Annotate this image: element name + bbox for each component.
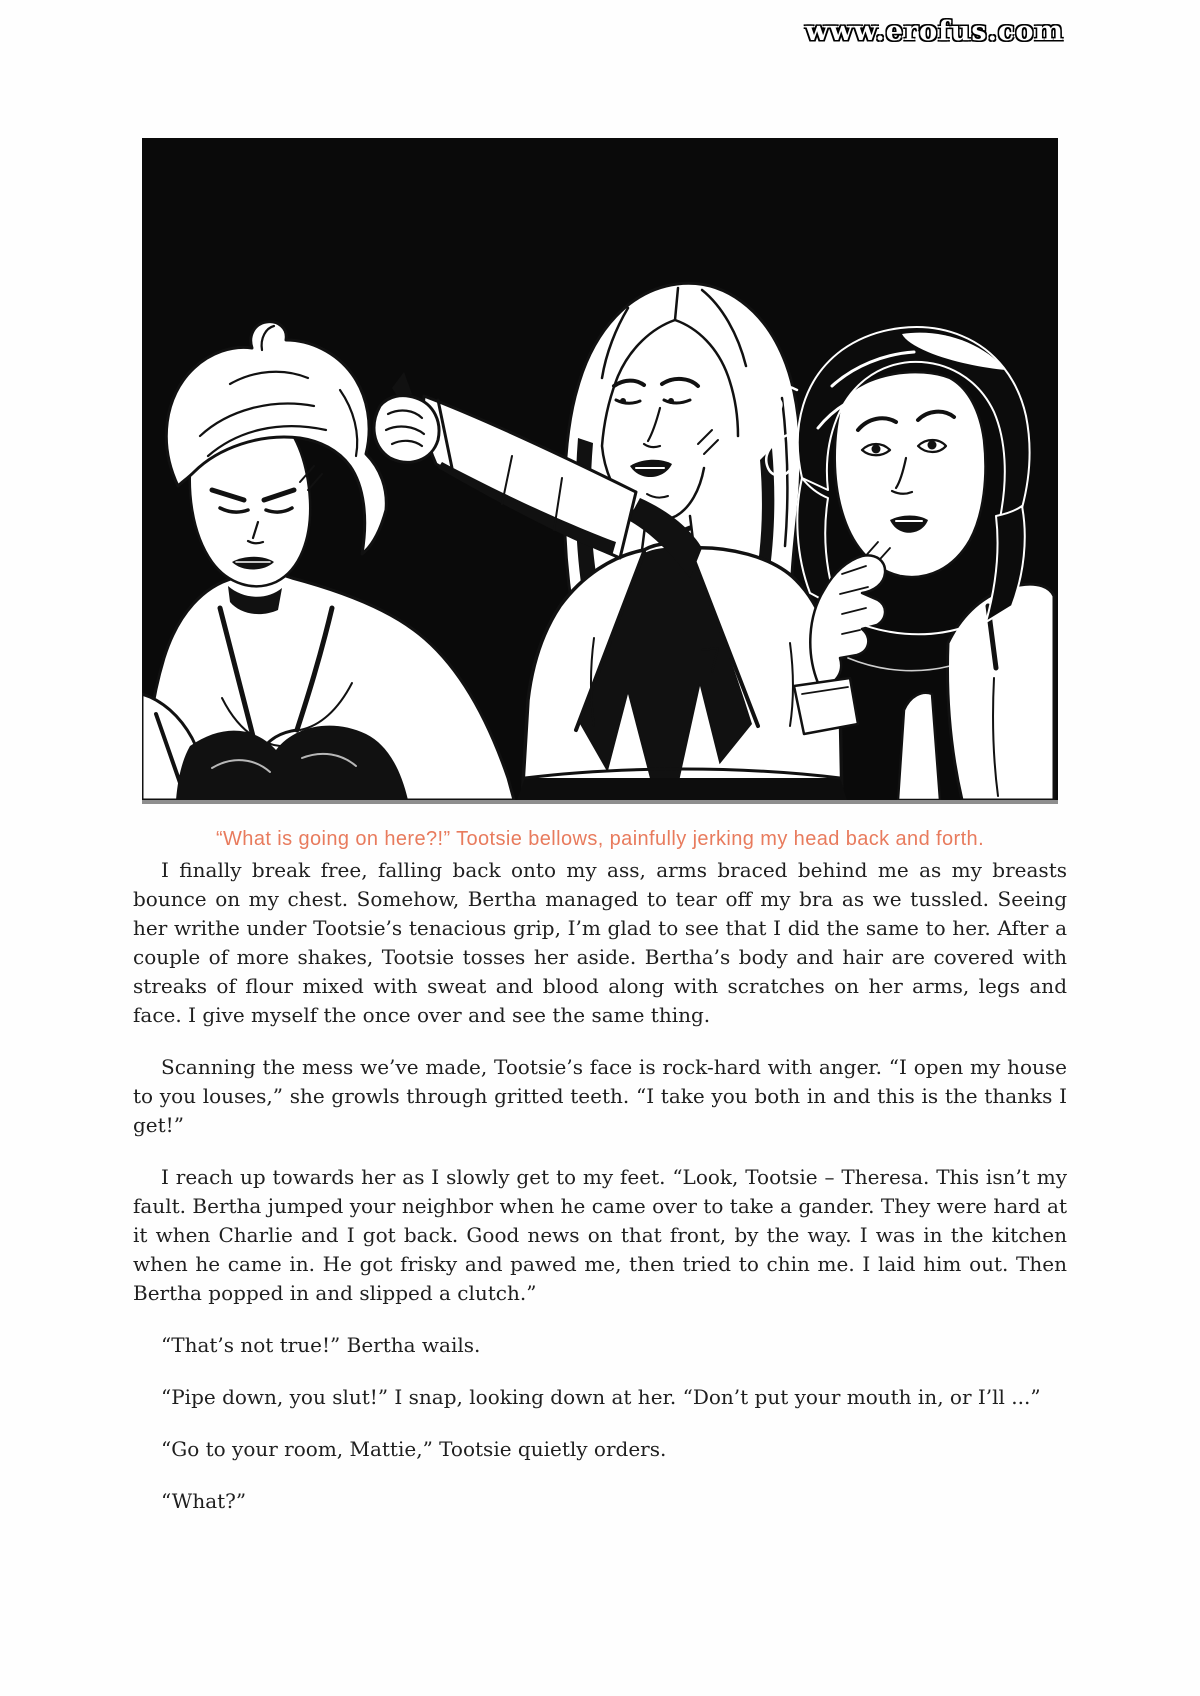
watermark: www.erofus.com	[805, 16, 1064, 47]
story-paragraph: “That’s not true!” Bertha wails.	[161, 1333, 481, 1357]
story-paragraph: I finally break free, falling back onto my ass, arms braced behind me as my breasts bounce on my chest. Somehow, Bertha managed to tear off my bra as we tussled. Seeing her writhe under Tootsie’s tenacious grip, I’m glad to see that I did the same to her. After a couple of more shakes, Tootsie tosses her aside. Bertha’s body and hair are covered with streaks of flour mixed with sweat and blood along with scratches on her arms, legs and face. I give myself the once over and see the same thing.	[133, 858, 1067, 1027]
story-paragraph: “Pipe down, you slut!” I snap, looking down at her. “Don’t put your mouth in, or I’ll ...”	[161, 1385, 1041, 1409]
story-text	[133, 856, 1067, 1539]
story-paragraph: I reach up towards her as I slowly get to my feet. “Look, Tootsie – Theresa. This isn’t my fault. Bertha jumped your neighbor when he came over to take a gander. They were hard at it when Charlie and I got back. Good news on that front, by the way. I was in the kitchen when he came in. He got frisky and pawed me, then tried to chin me. I laid him out. Then Bertha popped in and slipped a clutch.”	[133, 1165, 1067, 1305]
illustration	[142, 138, 1058, 804]
story-paragraph: “What?”	[161, 1489, 247, 1513]
story-paragraph: “Go to your room, Mattie,” Tootsie quietly orders.	[161, 1437, 667, 1461]
illustration-art	[142, 138, 1058, 800]
illustration-caption: “What is going on here?!” Tootsie bellows, painfully jerking my head back and forth.	[215, 828, 985, 850]
story-paragraph: Scanning the mess we’ve made, Tootsie’s face is rock-hard with anger. “I open my house to you louses,” she growls through gritted teeth. “I take you both in and this is the thanks I get!”	[133, 1055, 1067, 1137]
